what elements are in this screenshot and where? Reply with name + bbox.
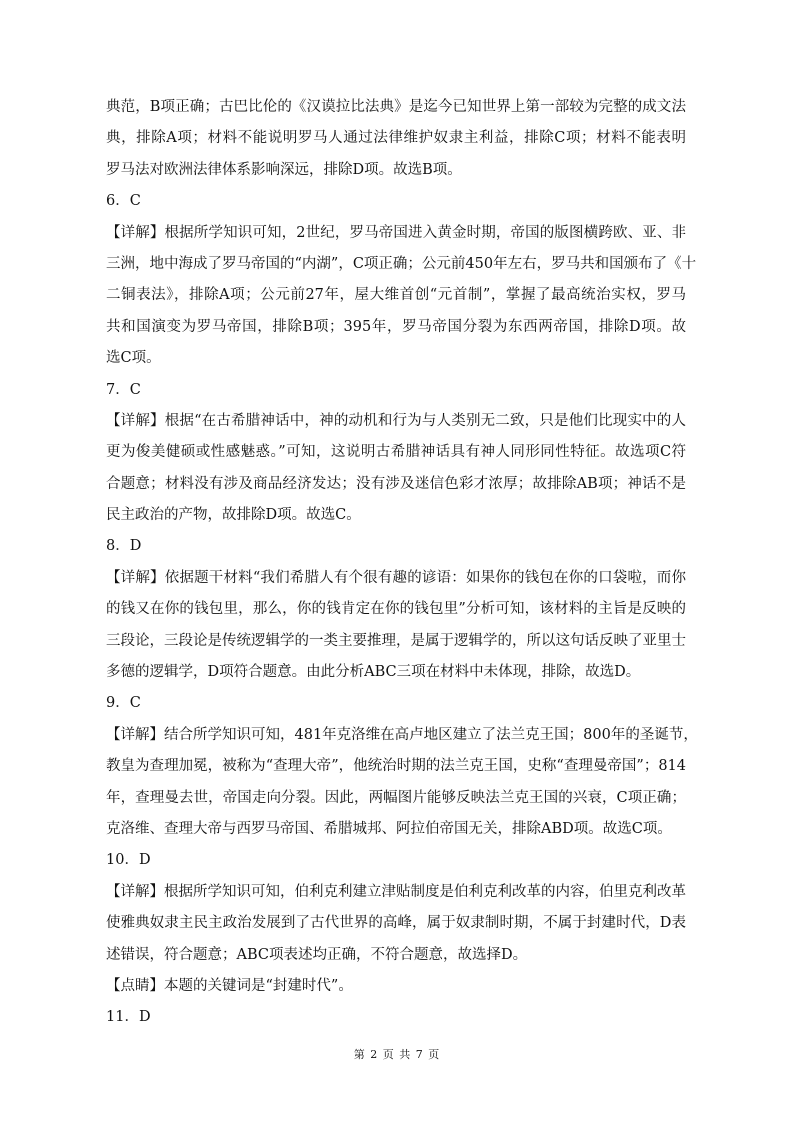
text-line: 【详解】根据所学知识可知，2世纪，罗马帝国进入黄金时期，帝国的版图横跨欧、亚、非: [106, 224, 686, 241]
text-line: 年，查理曼去世，帝国走向分裂。因此，两幅图片能够反映法兰克王国的兴衰，C项正确；: [106, 789, 686, 806]
text-line: 9．C: [106, 695, 141, 712]
text-line: 三段论，三段论是传统逻辑学的一类主要推理，是属于逻辑学的，所以这句话反映了亚里士: [106, 632, 686, 649]
text-line: 合题意；材料没有涉及商品经济发达；没有涉及迷信色彩才浓厚；故排除AB项；神话不是: [106, 475, 686, 492]
text-line: 【点睛】本题的关键词是“封建时代”。: [106, 977, 353, 994]
text-line: 【详解】根据所学知识可知，伯利克利建立津贴制度是伯利克利改革的内容，伯里克利改革: [106, 883, 686, 900]
text-line: 7．C: [106, 381, 141, 398]
text-line: 典，排除A项；材料不能说明罗马人通过法律维护奴隶主利益，排除C项；材料不能表明: [106, 130, 686, 147]
text-line: 克洛维、查理大帝与西罗马帝国、希腊城邦、阿拉伯帝国无关，排除ABD项。故选C项。: [106, 820, 672, 837]
text-line: 11．D: [106, 1009, 151, 1026]
text-line: 三洲，地中海成了罗马帝国的“内湖”，C项正确；公元前450年左右，罗马共和国颁布了《十: [106, 255, 697, 272]
text-line: 更为俊美健硕或性感魅惑。”可知，这说明古希腊神话具有神人同形同性特征。故选项C符: [106, 444, 686, 461]
text-line: 共和国演变为罗马帝国，排除B项；395年，罗马帝国分裂为东西两帝国，排除D项。故: [106, 318, 686, 335]
text-line: 典范，B项正确；古巴比伦的《汉谟拉比法典》是迄今已知世界上第一部较为完整的成文法: [106, 99, 686, 115]
text-line: 6．C: [106, 193, 141, 210]
text-line: 的钱又在你的钱包里，那么，你的钱肯定在你的钱包里”分析可知，该材料的主旨是反映的: [106, 601, 686, 618]
page-footer: 第 2 页 共 7 页: [353, 1048, 441, 1061]
text-line: 【详解】依据题干材料“我们希腊人有个很有趣的谚语：如果你的钱包在你的口袋啦，而你: [106, 569, 686, 586]
text-line: 【详解】根据“在古希腊神话中，神的动机和行为与人类别无二致，只是他们比现实中的人: [106, 412, 686, 429]
text-line: 述错误，符合题意；ABC项表述均正确，不符合题意，故选择D。: [106, 946, 528, 963]
text-line: 选C项。: [106, 350, 161, 367]
page-content: [106, 96, 698, 1038]
text-line: 8．D: [106, 538, 142, 555]
text-line: 10．D: [106, 852, 151, 869]
text-line: 使雅典奴隶主民主政治发展到了古代世界的高峰，属于奴隶制时期，不属于封建时代，D表: [106, 915, 686, 932]
text-line: 【详解】结合所学知识可知，481年克洛维在高卢地区建立了法兰克王国；800年的圣诞节，: [106, 726, 698, 743]
text-line: 教皇为查理加冕，被称为“查理大帝”，他统治时期的法兰克王国，史称“查理曼帝国”；814: [106, 758, 686, 775]
text-line: 多德的逻辑学，D项符合题意。由此分析ABC三项在材料中未体现，排除，故选D。: [106, 664, 641, 681]
text-line: 民主政治的产物，故排除D项。故选C。: [106, 507, 361, 524]
text-line: 罗马法对欧洲法律体系影响深远，排除D项。故选B项。: [106, 161, 462, 178]
text-line: 二铜表法》，排除A项；公元前27年，屋大维首创“元首制”，掌握了最高统治实权，罗马: [106, 287, 686, 304]
